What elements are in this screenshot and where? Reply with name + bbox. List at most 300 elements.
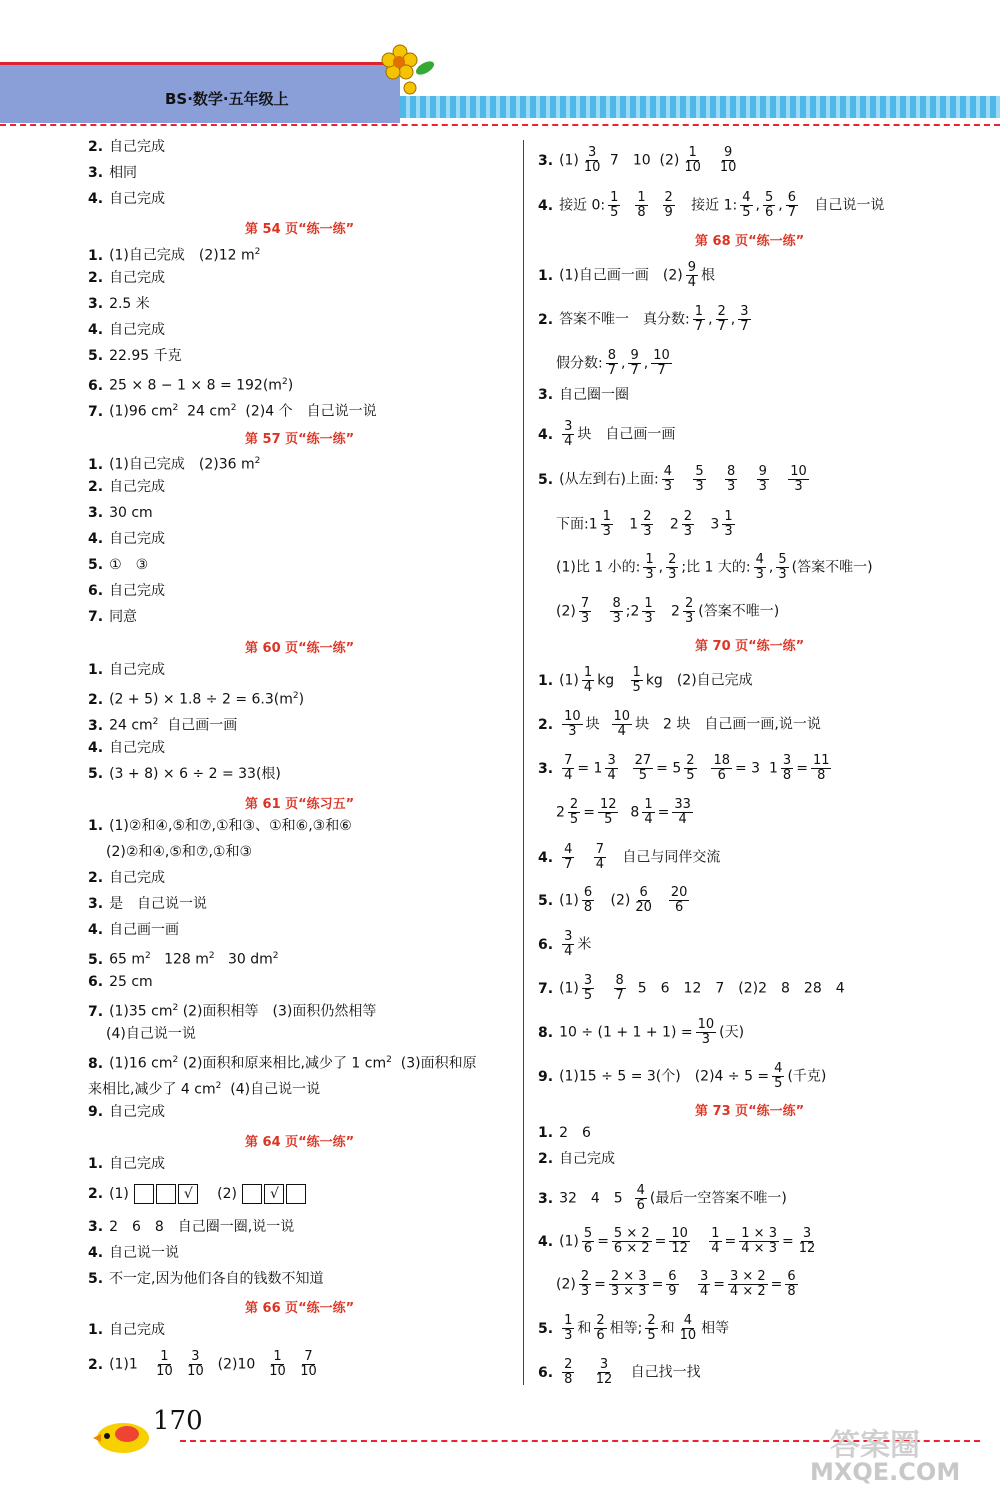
fraction-denominator: 10 bbox=[269, 1364, 286, 1379]
fraction bbox=[267, 1350, 288, 1379]
fraction-numerator: 3 bbox=[564, 419, 573, 434]
fraction bbox=[594, 1358, 615, 1387]
answer-line: 4. (1) $\frac{5}{6}$ = $\frac{5 \times 2}{6 \times 2}$ = $\frac{10}{12}$ $\frac{1}{4}$ = $\frac{1 \times 3}{4 \times 3}$ = $\frac{3}{12}$ bbox=[538, 1226, 816, 1256]
fraction-denominator: 5 bbox=[742, 205, 751, 220]
fraction-numerator: 6 bbox=[787, 1269, 796, 1284]
header-stripe bbox=[400, 96, 1000, 118]
fraction-numerator: 10 bbox=[790, 464, 807, 479]
fraction-numerator: 27 bbox=[634, 753, 652, 768]
fraction-numerator: 20 bbox=[670, 885, 688, 900]
fraction-numerator: 3 bbox=[588, 145, 597, 160]
answer-line: 1. 2 6 bbox=[538, 1125, 591, 1141]
fraction-numerator: 1 bbox=[583, 665, 593, 680]
fraction-denominator: 5 bbox=[569, 812, 579, 827]
fraction-numerator: 3 × 2 bbox=[729, 1269, 766, 1284]
fraction-numerator: 2 × 3 bbox=[610, 1269, 647, 1284]
fraction-denominator: 3 bbox=[724, 524, 733, 539]
section-heading: 第 57 页“练一练” bbox=[245, 432, 355, 447]
fraction-numerator: 5 bbox=[695, 464, 704, 479]
fraction bbox=[635, 191, 647, 220]
page-number: 170 bbox=[153, 1406, 203, 1436]
fraction-numerator: 10 bbox=[653, 348, 670, 363]
fraction bbox=[651, 349, 672, 378]
fraction-denominator: 7 bbox=[740, 319, 749, 334]
answer-line: 5. 65 $m^2$ 128 $m^2$ 30 $dm^2$ bbox=[88, 951, 279, 968]
fraction bbox=[693, 305, 705, 334]
fraction-denominator: 4 × 2 bbox=[729, 1284, 766, 1299]
fraction-numerator: 9 bbox=[630, 348, 639, 363]
fraction-denominator: 10 bbox=[187, 1364, 204, 1379]
fraction-denominator: 6 bbox=[636, 1198, 645, 1213]
answer-line: 6. 自己完成 bbox=[88, 583, 166, 599]
fraction bbox=[666, 1270, 678, 1299]
fraction-numerator: 3 bbox=[607, 753, 616, 768]
fraction bbox=[683, 597, 695, 626]
check-box bbox=[242, 1184, 262, 1204]
answer-line: 5. (从左到右)上面: $\frac{4}{3}$ $\frac{5}{3}$ $\frac{8}{3}$ $\frac{9}{3}$ $\frac{10}{3}$ bbox=[538, 464, 807, 494]
fraction-numerator: 5 bbox=[764, 190, 774, 205]
section-heading: 第 68 页“练一练” bbox=[695, 234, 805, 249]
fraction bbox=[582, 974, 594, 1003]
answer-line: 3. (1) $\frac{3}{10}$ 7 10 (2) $\frac{1}{10}$ $\frac{9}{10}$ bbox=[538, 145, 737, 175]
check-box: √ bbox=[264, 1184, 284, 1204]
fraction bbox=[601, 510, 613, 539]
fraction bbox=[154, 1350, 175, 1379]
answer-line: 7. 同意 bbox=[88, 609, 138, 625]
answer-line: (2)②和④,⑤和⑦,①和③ bbox=[106, 844, 253, 860]
fraction-numerator: 4 bbox=[774, 1061, 783, 1076]
fraction bbox=[562, 710, 583, 739]
answer-line: 2. 自己完成 bbox=[88, 870, 166, 886]
answer-line: 6. $25 \times 8 - 1 \times 8 = 192(m^2)$ bbox=[88, 377, 294, 394]
fraction-numerator: 2 bbox=[664, 190, 673, 205]
fraction-numerator: 33 bbox=[674, 797, 691, 812]
fraction bbox=[605, 754, 617, 783]
fraction bbox=[728, 1270, 768, 1299]
fraction-denominator: 6 × 2 bbox=[613, 1241, 650, 1256]
fraction-numerator: 9 bbox=[723, 145, 733, 160]
fraction-numerator: 1 × 3 bbox=[741, 1226, 777, 1241]
fraction-numerator: 3 bbox=[699, 1269, 709, 1284]
fraction bbox=[608, 191, 620, 220]
fraction-denominator: 10 bbox=[583, 160, 601, 175]
answer-line: 2. 答案不唯一 真分数: $\frac{1}{7}$ , $\frac{2}{7}$ , $\frac{3}{7}$ bbox=[538, 304, 749, 334]
answer-line: 2. 自己完成 bbox=[538, 1151, 616, 1167]
fraction-numerator: 2 bbox=[683, 509, 693, 524]
fraction-numerator: 8 bbox=[726, 464, 736, 479]
fraction bbox=[763, 191, 775, 220]
fraction bbox=[711, 754, 732, 783]
fraction bbox=[785, 1270, 797, 1299]
fraction bbox=[582, 146, 603, 175]
fraction bbox=[686, 261, 698, 290]
fraction bbox=[788, 465, 809, 494]
fraction-numerator: 2 bbox=[564, 1357, 573, 1372]
fraction-numerator: 1 bbox=[564, 1313, 573, 1328]
fraction bbox=[781, 754, 793, 783]
fraction bbox=[562, 1358, 574, 1387]
fraction-denominator: 8 bbox=[787, 1284, 796, 1299]
fraction-denominator: 12 bbox=[798, 1241, 816, 1256]
fraction bbox=[635, 1184, 647, 1213]
section-heading: 第 73 页“练一练” bbox=[695, 1104, 805, 1119]
fraction bbox=[678, 1314, 699, 1343]
fraction-denominator: 5 bbox=[647, 1328, 656, 1343]
answer-line: 5. (3 + 8) × 6 ÷ 2 = 33(根) bbox=[88, 766, 281, 782]
fraction-denominator: 5 bbox=[604, 812, 613, 827]
fraction bbox=[693, 465, 705, 494]
fraction-numerator: 5 bbox=[778, 552, 787, 567]
fraction-denominator: 10 bbox=[156, 1364, 173, 1379]
fraction-denominator: 12 bbox=[595, 1372, 613, 1387]
fraction-numerator: 1 bbox=[610, 190, 619, 205]
fraction-numerator: 3 bbox=[564, 929, 573, 944]
fraction bbox=[579, 1270, 591, 1299]
fraction-denominator: 3 bbox=[663, 479, 672, 494]
fraction-denominator: 4 bbox=[595, 857, 604, 872]
fraction bbox=[568, 798, 580, 827]
fraction bbox=[598, 798, 619, 827]
fraction bbox=[740, 191, 752, 220]
fraction-denominator: 7 bbox=[564, 857, 573, 872]
check-box bbox=[286, 1184, 306, 1204]
fraction-numerator: 2 bbox=[686, 753, 695, 768]
fraction-numerator: 4 bbox=[564, 842, 573, 857]
fraction-denominator: 7 bbox=[657, 363, 666, 378]
fraction-numerator: 1 bbox=[273, 1349, 282, 1364]
fraction bbox=[786, 191, 798, 220]
fraction-denominator: 7 bbox=[615, 988, 624, 1003]
fraction bbox=[696, 1018, 717, 1047]
fraction-denominator: 4 bbox=[564, 944, 573, 959]
fraction-denominator: 5 bbox=[632, 680, 641, 695]
answer-line: (1)比 1 小的: $\frac{1}{3}$ , $\frac{2}{3}$ ;比 1 大的: $\frac{4}{3}$ , $\frac{5}{3}$ (答案不唯一) bbox=[556, 552, 873, 582]
fraction-denominator: 5 bbox=[638, 768, 648, 783]
header-dashed-line bbox=[0, 124, 1000, 126]
fraction-numerator: 2 bbox=[668, 552, 677, 567]
answer-line: 3. 30 cm bbox=[88, 505, 153, 521]
fraction-denominator: 3 bbox=[568, 724, 577, 739]
answer-line: 2 $\frac{2}{5}$ = $\frac{12}{5}$ 8 $\frac{1}{4}$ = $\frac{33}{4}$ bbox=[556, 797, 691, 827]
check-box bbox=[134, 1184, 154, 1204]
answer-line: 1. 自己完成 bbox=[88, 1322, 166, 1338]
answer-line: 5. ① ③ bbox=[88, 557, 149, 573]
fraction bbox=[738, 305, 750, 334]
column-divider bbox=[523, 140, 524, 1385]
answer-line: 下面:1 $\frac{1}{3}$ 1 $\frac{2}{3}$ 2 $\frac{2}{3}$ 3 $\frac{1}{3}$ bbox=[556, 509, 733, 539]
answer-line: 4. $\frac{4}{7}$ $\frac{7}{4}$ 自己与同伴交流 bbox=[538, 842, 721, 872]
answer-line: 3. 自己圈一圈 bbox=[538, 387, 630, 403]
fraction-denominator: 3 bbox=[668, 567, 677, 582]
fraction bbox=[633, 886, 654, 915]
answer-line: 7. (1) $\frac{3}{5}$ $\frac{8}{7}$ 5 6 12 7 (2)2 8 28 4 bbox=[538, 973, 845, 1003]
fraction-denominator: 10 bbox=[684, 160, 701, 175]
fraction-numerator: 4 bbox=[683, 1313, 693, 1328]
fraction bbox=[682, 146, 703, 175]
fraction-numerator: 1 bbox=[644, 797, 653, 812]
fraction-numerator: 10 bbox=[671, 1226, 688, 1241]
fraction bbox=[579, 597, 591, 626]
fraction bbox=[562, 930, 574, 959]
fraction-numerator: 2 bbox=[596, 1313, 605, 1328]
fraction bbox=[641, 510, 653, 539]
check-box: √ bbox=[178, 1184, 198, 1204]
fraction-numerator: 1 bbox=[645, 552, 654, 567]
header-title: BS·数学·五年级上 bbox=[165, 90, 289, 108]
section-heading: 第 54 页“练一练” bbox=[245, 222, 355, 237]
fraction-denominator: 6 bbox=[596, 1328, 605, 1343]
fraction bbox=[185, 1350, 206, 1379]
fraction-numerator: 7 bbox=[580, 596, 590, 611]
fraction bbox=[612, 1227, 652, 1256]
fraction-numerator: 3 bbox=[782, 753, 792, 768]
fraction-denominator: 5 bbox=[774, 1076, 783, 1091]
answer-line: 假分数: $\frac{8}{7}$ , $\frac{9}{7}$ , $\frac{10}{7}$ bbox=[556, 348, 670, 378]
answer-line: 1. (1) $\frac{1}{4}$ kg $\frac{1}{5}$ kg (2)自己完成 bbox=[538, 665, 753, 695]
fraction bbox=[684, 754, 696, 783]
fraction bbox=[698, 1270, 710, 1299]
fraction bbox=[614, 974, 626, 1003]
fraction-denominator: 6 bbox=[717, 768, 726, 783]
fraction-numerator: 8 bbox=[607, 348, 616, 363]
answer-line: 2. 自己完成 bbox=[88, 270, 166, 286]
fraction bbox=[562, 1314, 574, 1343]
fraction-numerator: 6 bbox=[787, 190, 796, 205]
fraction bbox=[562, 420, 574, 449]
fraction-numerator: 10 bbox=[564, 709, 581, 724]
fraction-denominator: 3 bbox=[726, 479, 736, 494]
answer-line: 5. $\frac{1}{3}$ 和 $\frac{2}{6}$ 相等; $\frac{2}{5}$ 和 $\frac{4}{10}$ 相等 bbox=[538, 1313, 730, 1343]
fraction-numerator: 5 bbox=[583, 1226, 593, 1241]
fraction bbox=[628, 349, 640, 378]
fraction-denominator: 10 bbox=[679, 1328, 697, 1343]
fraction bbox=[811, 754, 832, 783]
answer-line: 1. (1)自己完成 (2)36 $m^2$ bbox=[88, 456, 261, 473]
fraction-denominator: 7 bbox=[717, 319, 726, 334]
answer-line: 2. $(2 + 5) \times 1.8 \div 2 = 6.3(m^2)$ bbox=[88, 691, 305, 708]
fraction bbox=[669, 886, 690, 915]
answer-line: 6. 25 cm bbox=[88, 974, 153, 990]
fraction-denominator: 5 bbox=[686, 768, 695, 783]
fraction-numerator: 6 bbox=[583, 885, 593, 900]
fraction-numerator: 6 bbox=[639, 885, 648, 900]
answer-line: 来相比,减少了 4 $cm^2$ (4)自己说一说 bbox=[88, 1081, 321, 1098]
fraction-denominator: 7 bbox=[694, 319, 704, 334]
fraction-denominator: 3 bbox=[580, 611, 590, 626]
fraction-denominator: 6 bbox=[674, 900, 684, 915]
fraction-denominator: 6 bbox=[583, 1241, 593, 1256]
fraction bbox=[663, 191, 675, 220]
bird-icon bbox=[85, 1418, 155, 1458]
fraction-numerator: 4 bbox=[663, 464, 672, 479]
fraction-denominator: 10 bbox=[719, 160, 737, 175]
fraction-denominator: 3 bbox=[758, 479, 767, 494]
fraction-numerator: 3 bbox=[740, 304, 749, 319]
answer-line: 2. $\frac{10}{3}$ 块 $\frac{10}{4}$ 块 2 块 自己画一画,说一说 bbox=[538, 709, 821, 739]
fraction-numerator: 9 bbox=[758, 464, 767, 479]
fraction-denominator: 4 bbox=[564, 768, 573, 783]
section-heading: 第 64 页“练一练” bbox=[245, 1135, 355, 1150]
fraction-numerator: 2 bbox=[580, 1269, 590, 1284]
fraction bbox=[682, 510, 694, 539]
fraction-denominator: 10 bbox=[300, 1364, 317, 1379]
fraction-denominator: 3 bbox=[644, 611, 653, 626]
answer-line: 2. 自己完成 bbox=[88, 479, 166, 495]
answer-line: 4. $\frac{3}{4}$ 块 自己画一画 bbox=[538, 419, 676, 449]
fraction bbox=[562, 843, 574, 872]
fraction-numerator: 8 bbox=[612, 596, 621, 611]
section-heading: 第 60 页“练一练” bbox=[245, 641, 355, 656]
fraction-numerator: 2 bbox=[569, 797, 579, 812]
answer-line: 3. 24 $cm^2$ 自己画一画 bbox=[88, 717, 238, 734]
answer-line: 3. 32 4 5 $\frac{4}{6}$ (最后一空答案不唯一) bbox=[538, 1183, 787, 1213]
watermark-url: MXQE.COM bbox=[810, 1458, 961, 1486]
fraction-numerator: 3 bbox=[583, 973, 593, 988]
fraction-numerator: 1 bbox=[160, 1349, 169, 1364]
fraction-denominator: 3 bbox=[643, 524, 652, 539]
fraction-denominator: 4 bbox=[583, 680, 593, 695]
answer-line: 1. (1)②和④,⑤和⑦,①和③、①和⑥,③和⑥ bbox=[88, 818, 352, 834]
answer-line: 8. 10 ÷ (1 + 1 + 1) = $\frac{10}{3}$ (天) bbox=[538, 1017, 745, 1047]
fraction-denominator: 4 bbox=[617, 724, 626, 739]
answer-line: 4. 自己完成 bbox=[88, 531, 166, 547]
fraction bbox=[582, 886, 594, 915]
fraction bbox=[643, 553, 655, 582]
answer-line: 2. (1) √ (2) √ bbox=[88, 1184, 307, 1204]
answer-line: 3. 是 自己说一说 bbox=[88, 896, 208, 912]
fraction-denominator: 7 bbox=[630, 363, 639, 378]
section-heading: 第 66 页“练一练” bbox=[245, 1301, 355, 1316]
fraction-denominator: 7 bbox=[787, 205, 796, 220]
fraction-numerator: 1 bbox=[632, 665, 641, 680]
answer-line: 5. 不一定,因为他们各自的钱数不知道 bbox=[88, 1271, 324, 1287]
fraction-numerator: 3 bbox=[191, 1349, 200, 1364]
fraction bbox=[797, 1227, 818, 1256]
fraction-numerator: 1 bbox=[711, 1226, 720, 1241]
answer-line: 9. 自己完成 bbox=[88, 1104, 166, 1120]
fraction-numerator: 1 bbox=[688, 145, 697, 160]
fraction-numerator: 7 bbox=[564, 753, 573, 768]
fraction bbox=[642, 798, 654, 827]
answer-line: 1. 自己完成 bbox=[88, 662, 166, 678]
answer-line: 3. 2.5 米 bbox=[88, 296, 150, 312]
answer-line: 1. 自己完成 bbox=[88, 1156, 166, 1172]
fraction-numerator: 7 bbox=[595, 842, 604, 857]
fraction bbox=[666, 553, 678, 582]
fraction-denominator: 3 bbox=[684, 611, 694, 626]
fraction-numerator: 1 bbox=[644, 596, 653, 611]
fraction-numerator: 9 bbox=[687, 260, 697, 275]
fraction-numerator: 1 bbox=[637, 190, 646, 205]
fraction bbox=[594, 843, 606, 872]
fraction-numerator: 2 bbox=[643, 509, 652, 524]
fraction bbox=[645, 1314, 657, 1343]
fraction bbox=[582, 1227, 594, 1256]
fraction-denominator: 4 bbox=[687, 275, 697, 290]
fraction-denominator: 5 bbox=[583, 988, 593, 1003]
fraction bbox=[754, 553, 766, 582]
fraction-denominator: 4 × 3 bbox=[741, 1241, 777, 1256]
fraction-numerator: 2 bbox=[684, 596, 694, 611]
answer-line: 2. 自己完成 bbox=[88, 139, 166, 155]
fraction-denominator: 9 bbox=[668, 1284, 677, 1299]
fraction-denominator: 3 bbox=[778, 567, 787, 582]
answer-line: 4. 自己完成 bbox=[88, 191, 166, 207]
answer-line: (2) $\frac{2}{3}$ = $\frac{2 \times 3}{3 \times 3}$ = $\frac{6}{9}$ $\frac{3}{4}$ = $\frac{3 \times 2}{4 \times 2}$ = $\frac{6}{8}$ bbox=[556, 1269, 796, 1299]
fraction-denominator: 8 bbox=[637, 205, 646, 220]
section-heading: 第 61 页“练习五” bbox=[245, 797, 355, 812]
fraction bbox=[672, 798, 693, 827]
fraction-denominator: 9 bbox=[664, 205, 673, 220]
fraction bbox=[612, 710, 633, 739]
fraction-denominator: 3 bbox=[602, 524, 611, 539]
answer-line: 9. (1)15 ÷ 5 = 3(个) (2)4 ÷ 5 = $\frac{4}{5}$ (千克) bbox=[538, 1061, 827, 1091]
fraction bbox=[582, 666, 594, 695]
fraction bbox=[669, 1227, 690, 1256]
answer-line: 6. $\frac{3}{4}$ 米 bbox=[538, 929, 592, 959]
fraction bbox=[772, 1062, 784, 1091]
fraction bbox=[562, 754, 574, 783]
fraction-numerator: 18 bbox=[713, 753, 730, 768]
answer-line: 1. (1)自己完成 (2)12 $m^2$ bbox=[88, 247, 261, 264]
fraction-numerator: 3 bbox=[802, 1226, 812, 1241]
fraction bbox=[776, 553, 788, 582]
fraction bbox=[633, 754, 654, 783]
answer-line: (2) $\frac{7}{3}$ $\frac{8}{3}$ ;2 $\frac{1}{3}$ 2 $\frac{2}{3}$ (答案不唯一) bbox=[556, 596, 780, 626]
fraction-denominator: 4 bbox=[678, 812, 687, 827]
answer-line: 4. 接近 0: $\frac{1}{5}$ $\frac{1}{8}$ $\frac{2}{9}$ 接近 1: $\frac{4}{5}$ , $\frac{5}{6}$ , $\frac{6}{7}$ 自己说一说 bbox=[538, 190, 885, 220]
answer-line: 7. (1)35 $cm^2$ (2)面积相等 (3)面积仍然相等 bbox=[88, 1003, 377, 1020]
fraction bbox=[739, 1227, 779, 1256]
fraction bbox=[298, 1350, 319, 1379]
fraction-denominator: 7 bbox=[607, 363, 616, 378]
fraction-numerator: 2 bbox=[647, 1313, 656, 1328]
fraction-numerator: 4 bbox=[636, 1183, 645, 1198]
answer-line: 4. 自己画一画 bbox=[88, 922, 180, 938]
answer-line: 3. 2 6 8 自己圈一圈,说一说 bbox=[88, 1219, 295, 1235]
fraction bbox=[718, 146, 739, 175]
fraction bbox=[606, 349, 618, 378]
fraction-denominator: 8 bbox=[564, 1372, 573, 1387]
fraction bbox=[642, 597, 654, 626]
answer-line: 4. 自己说一说 bbox=[88, 1245, 180, 1261]
answer-line: 5. 22.95 千克 bbox=[88, 348, 182, 364]
fraction-denominator: 12 bbox=[671, 1241, 688, 1256]
fraction-denominator: 3 bbox=[564, 1328, 573, 1343]
answer-line: 4. 自己完成 bbox=[88, 740, 166, 756]
fraction-denominator: 4 bbox=[564, 434, 573, 449]
fraction bbox=[610, 597, 622, 626]
fraction-denominator: 8 bbox=[583, 900, 593, 915]
fraction-denominator: 8 bbox=[782, 768, 792, 783]
fraction-numerator: 6 bbox=[668, 1269, 677, 1284]
fraction-numerator: 12 bbox=[599, 797, 617, 812]
fraction-numerator: 10 bbox=[613, 709, 631, 724]
fraction-denominator: 3 bbox=[794, 479, 803, 494]
fraction bbox=[594, 1314, 606, 1343]
fraction-denominator: 4 bbox=[699, 1284, 709, 1299]
fraction-denominator: 8 bbox=[817, 768, 826, 783]
fraction bbox=[609, 1270, 649, 1299]
fraction-denominator: 3 bbox=[645, 567, 654, 582]
fraction-numerator: 11 bbox=[812, 753, 830, 768]
fraction-numerator: 5 × 2 bbox=[613, 1226, 650, 1241]
fraction bbox=[662, 465, 674, 494]
fraction-denominator: 4 bbox=[711, 1241, 720, 1256]
answer-line: (4)自己说一说 bbox=[106, 1026, 196, 1042]
fraction-denominator: 4 bbox=[607, 768, 616, 783]
fraction-denominator: 20 bbox=[635, 900, 652, 915]
